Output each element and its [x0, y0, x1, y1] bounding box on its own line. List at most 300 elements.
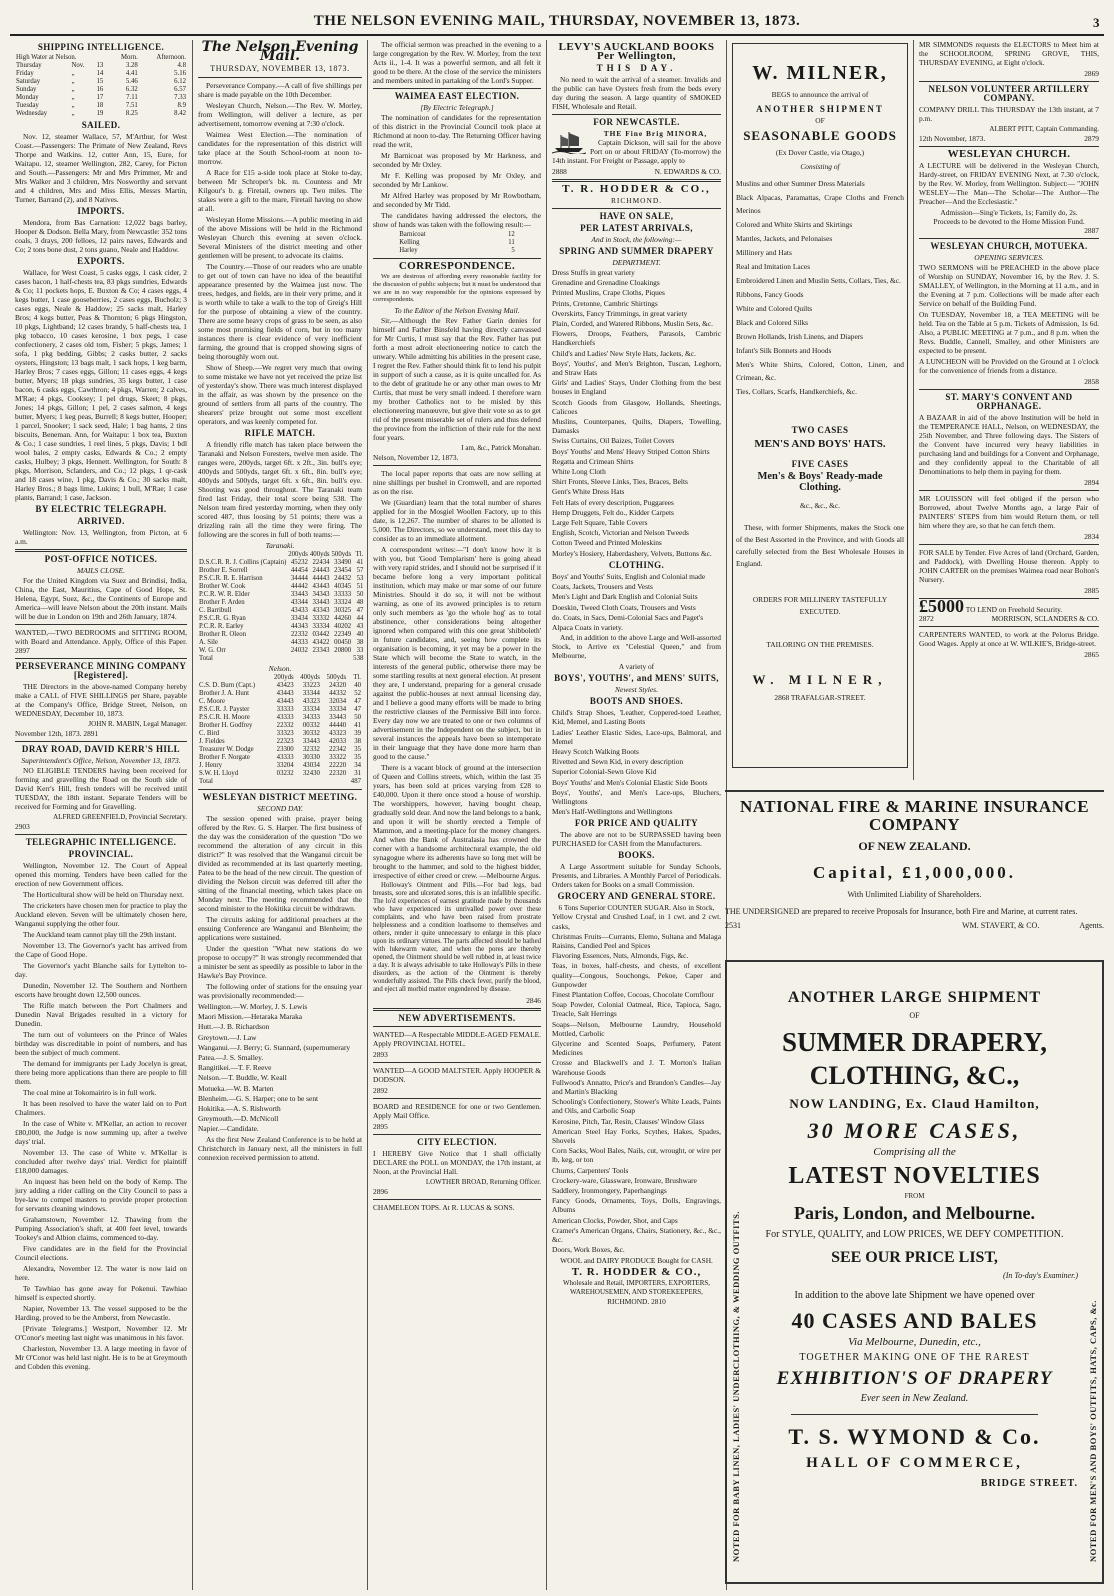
provincial-paragraph: The Horticultural show will be held on Thursday next. [23, 890, 184, 899]
nelson-row-cell: 32034 [329, 698, 347, 705]
tide-row [15, 102, 187, 110]
city-signature: LOWTHER BROAD, Returning Officer. [425, 1178, 541, 1187]
milner-intro: BEGS to announce the arrival of [771, 90, 869, 99]
books-heading: BOOKS. [618, 850, 655, 861]
taranaki-table [198, 551, 364, 663]
taranaki-row [198, 599, 364, 607]
column-4 [547, 40, 727, 1590]
nva-footer [919, 134, 1099, 143]
chameleon-ad: CHAMELEON TOPS. At R. LUCAS & SONS. [373, 1203, 515, 1213]
taranaki-row-cell: 33334 [312, 623, 330, 630]
boots-item: Child's Strap Shoes, 'Leather, Coppered-toed Leather, Kid, Memel, and Lasting Boots [552, 708, 721, 727]
tailoring: TAILORING ON THE PREMISES. [766, 640, 874, 650]
boots-item: Heavy Scotch Walking Boots [552, 746, 639, 756]
insurance-ad [725, 790, 1104, 950]
loan-signature: MORRISON, SCLANDERS & CO. [991, 614, 1099, 623]
taranaki-row-cell: 33434 [290, 615, 308, 622]
perseverance-number: 2891 [83, 729, 99, 738]
dray-text: NO ELIGIBLE TENDERS having been received for forming and gravelling the Road on the South side of David Kerr's Hill, fresh tenders will be received until TUESDAY, the 18th instant. Separate Tenders will be received for Forming and for Gravelling. [15, 766, 187, 811]
five-cases: FIVE CASES [791, 459, 849, 470]
ad-maltster: WANTED—A GOOD MALTSTER. Apply HOOPER & DODSON. [373, 1066, 541, 1085]
tide-row-cell: Monday [16, 94, 39, 101]
another-large: ANOTHER LARGE SHIPMENT [787, 989, 1042, 1006]
taranaki-rows [198, 559, 364, 655]
nva-number: 2879 [1084, 134, 1099, 143]
waimea-paragraph: Mr Alfred Harley was proposed by Mr Rowbotham, and seconded by Mr Tidd. [373, 191, 541, 209]
corr-date: Nelson, November 12, 1873. [373, 453, 459, 463]
nfm-footer [725, 921, 1104, 930]
score-blank [287, 655, 309, 663]
nelson-row-cell: 22220 [329, 762, 347, 769]
clothing-items [552, 572, 721, 632]
tide-row-cell: Wednesday [16, 110, 48, 117]
nelson-row-cell: 22342 [329, 746, 347, 753]
divider [15, 741, 187, 742]
taranaki-row-cell: 51 [356, 583, 364, 590]
taranaki-row-cell: 45232 [290, 559, 308, 566]
clothing-item: Boys' and Youths' Suits, English and Colonial made [552, 571, 706, 581]
grocery-item: Kerosine, Pitch, Tar, Resin, Clauses' Window Glass [552, 1116, 705, 1126]
taranaki-row [198, 639, 364, 647]
nelson-total: 487 [350, 778, 361, 785]
grocery-item: Yellow Crystal and Crushed Loaf, in 1 cwt. and 2 cwt. casks, [552, 912, 721, 931]
price-text: The above are not to be SURPASSED having been PURCHASED for CASH from the Manufacturers. [552, 830, 721, 849]
provincial-paragraph: The cricketers have chosen men for practice to play the Auckland eleven. Seven will be ultimately chosen here, Wanganui supplying the other four. [15, 901, 187, 928]
and-in-stock: And in Stock, the following:— [591, 235, 682, 244]
taranaki-row-cell: 50 [356, 591, 364, 598]
nelson-row-cell: 47 [354, 698, 361, 705]
nelson-row-cell: 40 [354, 682, 361, 689]
score-col: 200yds [288, 551, 308, 558]
grocery-item: Fancy Goods, Ornaments, Toys, Dolls, Engravings, Albums [552, 1196, 721, 1215]
ad2-number: 2892 [373, 1086, 388, 1096]
nelson-row-cell: 43323 [329, 730, 347, 737]
grocery-item: Finest Plantation Coffee, Cocoas, Chocolate Cornflour [552, 989, 714, 999]
divider [373, 1026, 541, 1027]
motueka-text: TWO SERMONS will be PREACHED in the above place of Worship on SUNDAY, November 16, by the Rev. J. S. SMALLEY, of Wellington, in the Morning at 11 a.m., and in the Evening at 7 p.m. Collections will be made after each Service on behalf of the Building Fund. [919, 263, 1099, 308]
tide-row-cell: 17 [96, 94, 104, 101]
milner-item: Real and Imitation Laces [736, 261, 811, 271]
nelson-row [198, 738, 362, 746]
local-paragraph: Perseverance Company.—A call of five shillings per share is made payable on the 10th December. [198, 81, 362, 99]
taranaki-row-cell: 41 [356, 559, 364, 566]
divider [373, 1062, 541, 1063]
hodder-name: T. R. HODDER & CO., [562, 183, 711, 195]
city-text: I HEREBY Give Notice that I shall officially DECLARE the POLL on MONDAY, the 17th instant, at Noon, at the Provincial Hall. [373, 1149, 541, 1177]
stations-list [198, 1002, 362, 1134]
divider [373, 258, 541, 259]
nelson-row-cell: Brother F. Norgate [199, 754, 250, 761]
divider [552, 208, 721, 209]
taranaki-row-cell: W. G. Orr [199, 647, 226, 654]
station-item: Hokitika.—A. S. Rishworth [198, 1104, 281, 1114]
spring-item: Regatta and Crimean Shirts [552, 456, 634, 466]
postoffice-heading: POST-OFFICE NOTICES. [44, 554, 158, 564]
grocery-item: Corn Sacks, Wool Bales, Nails, cut, wrought, or wire per lb, keg, or ton [552, 1146, 721, 1165]
milner-item: Embroidered Linen and Muslin Setts, Collars, Ties, &c. [736, 275, 901, 285]
tide-row-cell: „ [71, 86, 75, 93]
tide-col-morn: Morn. [120, 54, 138, 61]
sailed-text: Nov. 12, steamer Wallace, 57, M'Arthur, for West Coast.—Passengers: The Primate of New Zealand, Revs Thorpe and Watkins. 12, cutter Ann, 15, Eure, for Waitapu. 12, steamer Wellington, 282, Carey, for Picton and South.—Passengers: Mr and Mrs Primmer, Mr and Mrs Walker and 3 children, Mrs Nosworthy and servant and 4 children, Mrs and Miss Ellis, Messrs Martin, Turner, Barrand (2), and 8 Natives. [15, 132, 187, 204]
clothing-item: Coats, Jackets, Trousers and Vests [552, 582, 653, 592]
nelson-row-cell: Treasurer W. Dodge [199, 746, 254, 753]
exports-text: Wallace, for West Coast, 5 casks eggs, 1 cask cider, 2 cases bacon, 1 half-chests tea, 83 pkgs sundries, Edwards & Co; 11 pockets hops, E. Buxton & Co; 4 cases eggs, 4 kegs butter, 1 case gooseberries, 2 cases eggs, Bucholz; 3 cases eggs, Neale & Haddow; 25 sacks malt, Harley Bros; 4 kegs butter, Peas & Thornton; 6 pkgs Hingston, 10 pkgs, Lightband; 12 cases brandy, 5 half-chests tea, 1 pkg tobacco, 10 cases kerosine, 1 box pegs, 1 case confectionery, 2 cases old tom, Fisher; 5 pkgs, James; 1 sofa, 1 pkg bedding, Gibbs; 2 casks butter, 2 sacks oysters, Hingston; 13 bags malt, 1 sack hops, 1 keg barm, Harley Bros; 7 cases eggs, Gillon; 11 cases eggs, 4 kegs butter, Myers; 18 pkgs sundries, 35 kegs butter, 1 case bacon, 6 casks eggs, Cawthron; 4 pkgs, Warren; 2 calves, M'Rae; 4 pkgs, Cooksey; 1 pel drugs, Skeet; 8 pkgs, Jones; 14 pkgs, Gillon; 1 pel, 2 cases salmon, 4 kegs butter, Myers; 1 keg peas, Burrell; 8 kegs butter, Hooper; 1 parcel, Snooker; 1 sack seed, Hale; 1 bag hams, 2 tins biscuits, Beneman. Ann, for Waitapu: 1 box tea, Buxton & Co.; 1 case sundries, 1 reel lines, 5 pkgs, Davis; 1 bdl wool bales, 2 empty casks, Edwards & Co.; 2 empty casks, Hulbey; 3 pkgs, Hennett. Wellington, for South: 8 pkgs, Morrison, Sclanders, and Co.; 12 pkgs, 1 qr-cask and 18 cases wine, 1 pkg, Davis & Co.; 30 sacks malt, Harley Bros.; 8 bags lime, Lukins; 1 bull, M'Rae; 1 case plants, Barrand; 1 case, Jackson. [15, 268, 187, 502]
nelson-row-cell: 00332 [302, 722, 320, 729]
nfm-signature: WM. STAVERT, & CO. [962, 921, 1040, 931]
spring-item: Hemp Druggets, Felt do., Kidder Carpets [552, 507, 674, 517]
rifle-text: A friendly rifle match has taken place between the Taranaki and Nelson Foresters, twelve men aside. The ranges were, 200yds, target 6ft. x 2ft., 3in. bull's eye; 400yds and 500yds, target 6ft. x 6ft., 8in. bull's eye; 400yds and 500yds, target 6ft. x 6ft., 8in. bull's eye. Shooting was good throughout. The Taranaki team fired last Friday, their total score being 538. The Nelson team fired yesterday morning, when they only scored 487, thus loosing by 51 points; there was a drizzling rain all the time they were firing. The following are the scores in full of both teams:— [198, 440, 362, 539]
wymond-ad [725, 960, 1104, 1584]
taranaki-row-cell: 44333 [290, 639, 308, 646]
milner-item: Colored and White Skirts and Skirtings [736, 219, 853, 229]
boots-item: Ladies' Leather Elastic Sides, Lace-ups, Balmoral, and Memel [552, 727, 721, 746]
nelson-row-cell: 33443 [302, 738, 320, 745]
brig-text: Captain Dickson, will sail for the above Port on or about FRIDAY (To-morrow) the 14th instant. For Freight or Passage, apply to [552, 138, 721, 165]
nfm-title: NATIONAL FIRE & MARINE INSURANCE COMPANY [739, 797, 1090, 834]
nelson-row-cell: 30330 [302, 754, 320, 761]
boots-items [552, 708, 721, 816]
milner-footer: W. MILNER, [752, 672, 888, 688]
spring-item: Swiss Curtains, Oil Baizes, Toilet Covers [552, 436, 675, 446]
grocery-item: Soaps—Nelson, Melbourne Laundry, Household Mottled, Carbolic [552, 1019, 721, 1038]
latest-novelties: LATEST NOVELTIES [788, 1163, 1041, 1190]
nelson-row-cell: 33204 [276, 762, 294, 769]
taranaki-row-cell: 53 [356, 575, 364, 582]
divider [919, 146, 1099, 147]
shipping-heading: SHIPPING INTELLIGENCE. [37, 42, 165, 52]
taranaki-row-cell: 03442 [312, 631, 330, 638]
tide-row [15, 110, 187, 118]
nelson-row-cell: 43333 [276, 714, 294, 721]
corr-text: Sir,—Although the Rev Father Garin denies for himself and Father Binsfeld having directly canvassed for Mr Curtis, I must say that the Rev. Father has put forth a most adroit electioneering notice to catch the unwary. While admitting his abilities in the present case, I regret the Rev. Father should think fit to lend his pulpit in support of such a cause, as it is quite uncalled for. As to the debt of gratitude he or any other man owes to Mr Curtis, that must be very small indeed. I therefore warn my brother Catholics not to be misled by this electioneering manœuvre, but give their vote so as to get rid of the present miserable set of rulers and thus defend the province from the infliction of their rule for the next four years. [373, 316, 541, 443]
tide-row [15, 94, 187, 102]
provincial-paragraph: Dunedin, November 12. The Southern and Northern escorts have brought down 12,500 ounces. [15, 981, 187, 999]
louisson-number: 2834 [1084, 532, 1099, 541]
wool-line: WOOL and DAIRY PRODUCE Bought for CASH. [560, 1256, 713, 1266]
spring-items [552, 268, 721, 558]
taranaki-row-cell: P.C.R. W. R. Elder [199, 591, 250, 598]
hodder-footer-town: RICHMOND. [607, 1297, 650, 1307]
tide-row [15, 78, 187, 86]
taranaki-heading: Taranaki. [265, 541, 295, 550]
boots-item: Rivetted and Sewn Kid, in every description [552, 757, 684, 767]
nelson-row [198, 754, 362, 762]
provincial-paragraph: November 13. The Governor's yacht has arrived from the Cape of Good Hope. [15, 941, 187, 959]
nfm-text: THE UNDERSIGNED are prepared to receive Proposals for Insurance, both Fire and Marine, at current rates. [725, 907, 1078, 917]
provincial-paragraph: Charleston, November 13. A large meeting in favor of Mr O'Conor was held last night. He is to be at Greymouth and Cobden this evening. [15, 1344, 187, 1371]
provincial-paragraph: The Governor's yacht Blanche sails for Lyttelton to-day. [15, 961, 187, 979]
score-col: 400yds [309, 551, 330, 558]
levy-text: No need to wait the arrival of a steamer. Invalids and the public can have Oysters fresh from the beds every day during the season. A large quantity of SMOKED FISH, Wholesale and Retail. [552, 75, 721, 111]
provincial-paragraph: Alexandra, November 12. The water is now laid on here. [15, 1264, 187, 1282]
sailed-heading: SAILED. [81, 120, 121, 130]
nelson-row-cell: P.S.C.R. J. Payster [199, 706, 250, 713]
local-paragraph: The Country.—Those of our readers who are unable to get out of town can have no idea of the beautiful appearance presented by the Waimea just now. The trees, hedges, and fields, are in their very prime, and it is worth while to take a walk to the top of Greig's Hill for the purpose of obtaining a view of the country. There are some heavy crops of grass to be seen, as also some most promising fields of corn, but in too many instances there is clear evidence of very inefficient farming, the ground that is cropped showing signs of being thoroughly worn out. [198, 262, 362, 361]
station-item: Greymouth.—D. McNicoll [198, 1114, 279, 1124]
milner-item: Millinery and Hats [736, 247, 792, 257]
vote-row-cell: Kelling [399, 239, 420, 246]
provincial-paragraph: An inquest has been held on the body of Kemp. The jury adding a rider calling on the City Council to pass a bye-law to compel masters to provide proper protection for servants cleaning windows. [15, 1177, 187, 1213]
wymond-body [751, 990, 1078, 1489]
waimea-paragraph: The nomination of candidates for the representation of this district in the Provincial Council took place at Richmond at noon to-day. The Returning Officer having read the writ, [373, 113, 541, 149]
tide-row-cell: 3.28 [125, 62, 138, 69]
boots-item: Men's Half-Wellingtons and Wellingtons [552, 807, 673, 817]
boots-item: Superior Colonial-Sewn Glove Kid [552, 767, 657, 777]
corr-signature: I am, &c., Patrick Monahan. [461, 444, 541, 453]
arrived-text: Wellington: Nov. 13, Wellington, from Picton, at 6 a.m. [15, 528, 187, 546]
divider [373, 88, 541, 89]
spring-item: White Long Cloth [552, 467, 606, 477]
city-number: 2896 [373, 1187, 388, 1197]
forsale-text: FOR SALE by Tender. Five Acres of land (Orchard, Garden, and Paddock), with Dwelling House thereon. Apply to JOHN CARTER on the premises Waimea road near Bolton's Nursery. [919, 548, 1099, 584]
news-paragraph: The local paper reports that oats are now selling at nine shillings per bushel in Cromwell, and are reported as on the rise. [373, 469, 541, 497]
vote-row-cell: 11 [508, 239, 515, 246]
taranaki-row-cell: 33443 [312, 599, 330, 606]
local-paragraph: Waimea West Election.—The nomination of candidates for the representation of this district will take place at the South School-room at noon to-morrow. [198, 130, 362, 166]
votes-rows [398, 231, 516, 255]
divider [552, 114, 721, 115]
examiner: (In To-day's Examiner.) [1003, 1271, 1078, 1281]
spring-item: Morley's Hosiery, Haberdashery, Velvets, Buttons &c. [552, 548, 712, 558]
of-label: OF [815, 116, 825, 125]
local-paragraph: Wesleyan Home Missions.—A public meeting in aid of the above Missions will be held in the Richmond Wesleyan Church this evening at seven o'clock. Several Ministers of the district meeting and other gentlemen will be present, to advocate its claims. [198, 215, 362, 260]
tide-row-cell: „ [71, 110, 75, 117]
from-label: FROM [904, 1192, 925, 1201]
waimea-text [373, 113, 541, 229]
telegraph-heading: BY ELECTRIC TELEGRAPH. [35, 504, 167, 514]
ever-seen: Ever seen in New Zealand. [860, 1393, 969, 1405]
loan-number: 2872 [919, 614, 934, 623]
local-news [198, 81, 362, 426]
spring-item: Shirt Fronts, Sleeve Links, Ties, Braces, Belts [552, 477, 688, 487]
cities: Paris, London, and Melbourne. [793, 1203, 1036, 1224]
nelson-row [198, 698, 362, 706]
dray-signature: ALFRED GREENFIELD, Provincial Secretary. [53, 813, 187, 821]
taranaki-row-cell: 23343 [312, 647, 330, 654]
spring-item: Child's and Ladies' New Style Hats, Jackets, &c. [552, 348, 696, 358]
nelson-row-cell: C. Bird [199, 730, 220, 737]
provincial-paragraph: Wellington, November 12. The Court of Appeal opened this morning. Tenders have been called for the erection of new Government offices. [15, 861, 187, 888]
mens-hats: MEN'S AND BOYS' HATS. [754, 437, 886, 450]
nelson-row [198, 730, 362, 738]
spring-heading: SPRING AND SUMMER DRAPERY [559, 246, 714, 256]
nelson-row-cell: 39 [354, 730, 361, 737]
grocery-item: Teas, in boxes, half-chests, and chests, of excellent quality—Congous, Souchongs, Pekoe, Caper and Gunpowder [552, 961, 721, 989]
nelson-row-cell: 42033 [329, 738, 347, 745]
stmary-number: 2894 [1084, 478, 1099, 487]
style-line: For STYLE, QUALITY, and LOW PRICES, WE DEFY COMPETITION. [765, 1229, 1064, 1241]
hall-of-commerce: HALL OF COMMERCE, [806, 1455, 1023, 1472]
divider [373, 1008, 541, 1011]
taranaki-row-cell: 33333 [334, 591, 352, 598]
taranaki-row-cell: 44260 [334, 615, 352, 622]
spring-item: Prints, Cretonne, Cambric Shirtings [552, 298, 658, 308]
milner-item: Black Alpacas, Paramattas, Crape Cloths and French Merinos [736, 192, 904, 215]
grocery-item: Crosse and Blackwell's and J. T. Morton's Italian Warehouse Goods [552, 1058, 721, 1077]
taranaki-row-cell: 40 [356, 631, 364, 638]
nelson-row-cell: 31 [354, 770, 361, 777]
score-blank [268, 778, 294, 786]
score-col: 500yds [326, 674, 347, 681]
tide-row-cell: 4.8 [177, 62, 186, 69]
clothing-heading: CLOTHING. [608, 559, 665, 570]
provincial-paragraph: The Rifle match between the Port Chalmers and Dunedin Naval Brigades resulted in a victory for Dunedin. [15, 1001, 187, 1028]
spring-item: Girls' and Ladies' Stays, Under Clothing from the best houses in England [552, 378, 721, 397]
side-text-left: NOTED FOR BABY LINEN, LADIES' UNDERCLOTHING, & WEDDING OUTFITS. [731, 1210, 741, 1562]
nelson-row [198, 762, 362, 770]
nelson-row-cell: 33443 [329, 714, 347, 721]
score-col: Tl. [355, 551, 364, 558]
taranaki-row [198, 615, 364, 623]
grocery-item: Saddlery, Ironmongery, Paperhangings [552, 1186, 667, 1196]
wdm-paragraph: The circuits asking for additional preachers at the ensuing Conference are Wanganui and Blenheim; the applications were sustained. [198, 915, 362, 942]
loan-ad [919, 596, 1099, 616]
holloway-number: 2846 [526, 996, 541, 1006]
latest-arrivals: PER LATEST ARRIVALS, [580, 223, 693, 233]
taranaki-row-cell: 43 [356, 623, 364, 630]
nelson-row-cell: 34 [354, 762, 361, 769]
stmary-heading: ST. MARY'S CONVENT AND ORPHANAGE. [945, 392, 1073, 411]
tide-row-cell: „ [71, 70, 75, 77]
taranaki-row-cell: 34444 [290, 575, 308, 582]
dray-office: Superintendent's Office, Nelson, November 13, 1873. [21, 756, 181, 765]
spring-item: Flowers, Droops, Feathers, Parasols, Cambric Handkerchiefs [552, 329, 721, 348]
taranaki-row-cell: 40202 [334, 623, 352, 630]
tide-row-cell: 6.57 [174, 86, 186, 93]
milner-item: Ribbons, Fancy Goods [736, 289, 804, 299]
vote-row-cell: Harley [399, 247, 418, 254]
local-paragraph: A Race for £15 a-side took place at Stoke to-day, between Mr Schroper's bk. m. Countess and Mr Kilgour's b. g. Firetail, owners up. Two miles. The stakes were a gift to the mare, Firetail having no show at all. [198, 168, 362, 213]
taranaki-row-cell: Brother F. Arden [199, 599, 245, 606]
tide-row-cell: „ [71, 78, 75, 85]
wymond-name: T. S. WYMOND & Co. [788, 1424, 1041, 1450]
bridge-street: BRIDGE STREET. [980, 1477, 1078, 1489]
nfm-agents: Agents. [1079, 921, 1104, 931]
station-item: Maori Mission.—Hetaraka Maraka [198, 1012, 303, 1022]
levy-heading: LEVY'S AUCKLAND BOOKS Per Wellington, [558, 41, 715, 62]
spring-item: Printed Muslins, Crape Cloths, Piques [552, 288, 665, 298]
nelson-row-cell: P.S.C.R. H. Moore [199, 714, 250, 721]
wdm-sub: SECOND DAY. [257, 804, 303, 813]
waimea-heading: WAIMEA EAST ELECTION. [394, 91, 520, 101]
waimea-paragraph: Mr F. Kelling was proposed by Mr Oxley, and seconded by Mr Lankow. [373, 171, 541, 189]
stmary-text: A BAZAAR in aid of the above Institution will be held in the TEMPERANCE HALL, Nelson, on WEDNESDAY, the 25th November, and Three following days. The Sisters of the Convent have incurred very heavy liabilities in purchasing land and buildings for a Convent and Orphanage, and they confidently appeal to the Charitable of all Denominations to help them in paying for them. [919, 413, 1099, 476]
wesley-admission: Admission—Sing'e Tickets, 1s; Family do, 2s. [940, 208, 1078, 217]
score-blank [309, 655, 331, 663]
grocery-item: Churns, Carpenters' Tools [552, 1165, 629, 1175]
grocery-heading: GROCERY AND GENERAL STORE. [557, 891, 716, 902]
milner-ad [732, 43, 908, 768]
suits-line: BOYS', YOUTHS', and MENS' SUITS, [554, 673, 719, 684]
score-blank [198, 551, 287, 559]
taranaki-row-cell: 20800 [334, 647, 352, 654]
taranaki-total: 538 [353, 655, 364, 662]
taranaki-row-cell: 40345 [334, 583, 352, 590]
nelson-row [198, 714, 362, 722]
tide-row-cell: 14 [96, 70, 104, 77]
divider [198, 789, 362, 790]
tide-row-cell: 18 [96, 102, 104, 109]
nva-text: COMPANY DRILL This THURSDAY the 13th instant, at 7 p.m. [919, 105, 1099, 123]
imports-text: Mendora, from Bas Carnation: 12,022 bags barley, Hooper & Dodson. Bella Mary, from Newcastle: 352 tons coals, 3 drays, 200 felloes, 12 pairs naves, Edwards and Co; 2 tons bone dust, 2 tons guano, Neale and Haddow. [15, 218, 187, 254]
corr-to: To the Editor of the Nelson Evening Mail. [394, 306, 520, 316]
spring-item: Muslins, Counterpanes, Quilts, Diapers, Towelling, Damasks [552, 417, 721, 436]
motueka-heading: WESLEYAN CHURCH, MOTUEKA. [930, 241, 1088, 251]
nelson-row-cell: 52 [354, 690, 361, 697]
nelson-rows [198, 682, 362, 778]
ad-board-residence: BOARD and RESIDENCE for one or two Gentlemen. Apply Mail Office. [373, 1102, 541, 1121]
station-item: Rangitikei.—T. F. Reeve [198, 1063, 272, 1073]
clothing-end: And, in addition to the above Large and Well-assorted Stock, to Arrive ex "Celestial Queen," and from Melbourne, [552, 633, 721, 661]
clothing-item: do. Coats, in Sacs, Demi-Colonial Sacs and Paget's [552, 612, 704, 622]
vote-row [398, 239, 516, 247]
taranaki-row-cell: 47 [356, 607, 364, 614]
vote-row [398, 247, 516, 255]
taranaki-row-cell: 38 [356, 639, 364, 646]
milner-item: Muslins and other Summer Dress Materials [736, 178, 865, 188]
rifle-heading: RIFLE MATCH. [244, 428, 316, 438]
provincial-paragraph: Grahamstown, November 12. Thawing from the Pumping Association's shaft, at 400 feet level, towards Tookey's and Albion claims, commenced to-day. [15, 1215, 187, 1242]
grocery-item: American Steel Hay Forks, Scythes, Hakes, Spades, Shovels [552, 1126, 721, 1146]
mails-heading: MAILS CLOSE. [77, 566, 125, 575]
taranaki-row-cell: 33490 [334, 559, 352, 566]
news-paragraph: We (Guardian) learn that the total number of shares applied for in the Mosgiel Woollen Factory, up to this date, is 12,267. The number of shares to be allotted is 5,000. The Directors, so we understand, meet this day to consider as to an immediate allotment. [373, 498, 541, 544]
provincial-paragraph: The turn out of volunteers on the Prince of Wales birthday was discreditable in point of numbers, and has been the subject of much comment. [15, 1030, 187, 1057]
milner-item: Men's White Shirts, Colored, Cotton, Linen, and Crimean, &c. [736, 359, 904, 382]
brig-name: THE Fine Brig MINORA, [603, 129, 708, 138]
divider [919, 544, 1099, 545]
score-col: 500yds [331, 551, 352, 558]
nelson-row-cell: Brother H. Godfrey [199, 722, 253, 729]
wdm-end: As the first New Zealand Conference is to be held at Christchurch in January next, all the ministers in full connexion received permission to attend. [198, 1134, 362, 1162]
holloway-text: Holloway's Ointment and Pills.—For bad legs, bad breasts, sore and ulcerated sores, this is an infallible specific. The lo'd experiences of earnest gratitude made by thousands who have experienced its unrivalled power over these complaints, and who have been raised from prostrate helplessness and a condition loathsome to themselves and others, render it quite unnecessary to enlarge in this place upon its ordinary virtues. The parts affected should be bathed with lukewarm water, and when the pores are thereby opened, the Ointment should be well rubbed in, at least twice a day. It is always advisable to take Holloway's Pills in these disorders, as the action of the Ointment is thereby wonderfully assisted. The Pills check fever, purify the blood, and eject all morbid matter engendered by disease. [373, 882, 541, 994]
column-1 [10, 40, 193, 1590]
divider [552, 179, 721, 182]
nelson-row-cell: 32332 [302, 746, 320, 753]
brig-signature: N. EDWARDS & CO. [654, 167, 721, 176]
nelson-row-cell: 33333 [276, 706, 294, 713]
nelson-row-cell: 34333 [302, 714, 320, 721]
dray-heading: DRAY ROAD, DAVID KERR'S HILL [21, 744, 181, 754]
ad-middle-aged-female: WANTED—A Respectable MIDDLE-AGED FEMALE. Apply PROVINCIAL HOTEL. [373, 1030, 541, 1049]
loan-amount: £5000 [919, 596, 964, 616]
tide-row-cell: 6.32 [125, 86, 138, 93]
divider [919, 238, 1099, 239]
score-col: 400yds [300, 674, 320, 681]
tide-row [15, 86, 187, 94]
thirty-cases: 30 MORE CASES, [807, 1118, 1022, 1144]
taranaki-row-cell: 00450 [334, 639, 352, 646]
taranaki-row-cell: 43343 [312, 607, 330, 614]
corr-note: We are desirous of affording every reasonable facility for the discussion of public subjects; but it must be understood that we are in no way responsible for the opinions expressed by correspondents. [373, 273, 541, 304]
tide-row-cell: 5.46 [125, 78, 138, 85]
milner-items [736, 177, 904, 398]
boots-heading: BOOTS AND SHOES. [589, 696, 684, 707]
station-item: Wellington.—W. Morley, J. S. Lewis [198, 1002, 308, 1011]
seasonable-goods: SEASONABLE GOODS [743, 128, 897, 143]
tide-row-cell: „ [71, 94, 75, 101]
taranaki-row-cell: 33332 [312, 615, 330, 622]
tide-row [15, 62, 187, 70]
taranaki-row-cell: Brother R. Oleon [199, 631, 247, 638]
city-heading: CITY ELECTION. [417, 1137, 497, 1148]
grocery-item: American Clocks, Powder, Shot, and Caps [552, 1215, 678, 1225]
nelson-row [198, 706, 362, 714]
station-item: Patea.—J. S. Smalley. [198, 1053, 264, 1063]
paper-title: The Nelson Evening Mail. [201, 40, 359, 64]
milner-number: 2868 [774, 692, 790, 702]
wdm-paragraph: The following order of stations for the ensuing year was provisionally recommended:— [198, 982, 362, 1000]
